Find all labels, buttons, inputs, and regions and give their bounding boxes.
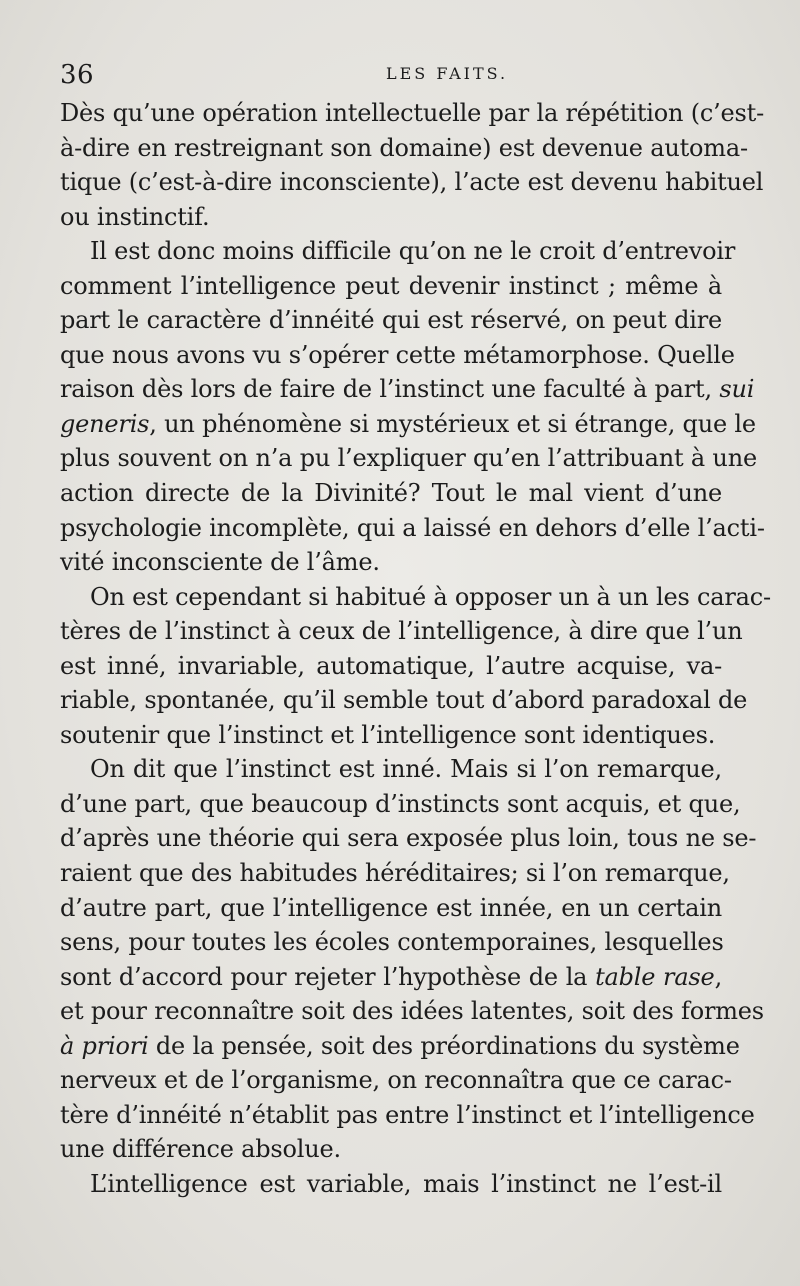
italic-term: generis (60, 409, 150, 438)
text-line: d’autre part, que l’intelligence est innée, en un certain (60, 893, 722, 922)
text-line: Dès qu’une opération intellectuelle par la répétition (c’est- (60, 99, 765, 127)
text-line: riable, spontanée, qu’il semble tout d’abord paradoxal de (60, 686, 748, 715)
running-head: LES FAITS. (386, 64, 509, 83)
text-line: Il est donc moins difficile qu’on ne le croit d’entrevoir (90, 237, 736, 266)
paragraph (60, 234, 765, 579)
text-line: sens, pour toutes les écoles contemporaines, lesquelles (60, 928, 724, 957)
paragraph (60, 96, 765, 234)
text-line: action directe de la Divinité? Tout le mal vient d’une (60, 479, 722, 508)
text-line: ou instinctif. (60, 202, 210, 231)
text-line: plus souvent on n’a pu l’expliquer qu’en l’attribuant à une (60, 444, 757, 473)
text-line: raient que des habitudes héréditaires; si l’on remarque, (60, 859, 730, 888)
body-text (60, 96, 771, 1202)
text-line: à-dire en restreignant son domaine) est devenue automa- (60, 133, 748, 162)
italic-term: table rase (595, 962, 715, 991)
text-line: On est cependant si habitué à opposer un à un les carac- (90, 582, 771, 611)
text-line: On dit que l’instinct est inné. Mais si l’on remarque, (90, 755, 722, 784)
page-header (60, 58, 720, 94)
page-number: 36 (60, 60, 95, 90)
text-line: psychologie incomplète, qui a laissé en dehors d’elle l’acti- (60, 513, 765, 542)
text-line: tères de l’instinct à ceux de l’intelligence, à dire que l’un (60, 617, 743, 646)
text-line: à priori de la pensée, soit des préordinations du système (60, 1031, 740, 1060)
paragraph (60, 580, 771, 753)
text-line: L’intelligence est variable, mais l’instinct ne l’est-il (90, 1169, 722, 1198)
text-line: et pour reconnaître soit des idées latentes, soit des formes (60, 997, 764, 1026)
text-line: part le caractère d’innéité qui est réservé, on peut dire (60, 306, 722, 335)
text-line: raison dès lors de faire de l’instinct une faculté à part, sui (60, 375, 755, 404)
text-line: une différence absolue. (60, 1135, 341, 1164)
text-line: d’après une théorie qui sera exposée plus loin, tous ne se- (60, 824, 757, 853)
text-line: generis, un phénomène si mystérieux et si étrange, que le (60, 409, 756, 438)
text-line: nerveux et de l’organisme, on reconnaîtra que ce carac- (60, 1066, 732, 1095)
paragraph (60, 1167, 722, 1202)
text-line: tique (c’est-à-dire inconsciente), l’acte est devenu habituel (60, 168, 764, 197)
paragraph (60, 752, 764, 1167)
text-line: sont d’accord pour rejeter l’hypothèse de la table rase, (60, 962, 722, 991)
italic-term: à priori (60, 1031, 149, 1060)
text-line: tère d’innéité n’établit pas entre l’instinct et l’intelligence (60, 1100, 755, 1129)
text-line: comment l’intelligence peut devenir instinct ; même à (60, 271, 722, 300)
text-line: que nous avons vu s’opérer cette métamorphose. Quelle (60, 340, 735, 369)
text-line: vité inconsciente de l’âme. (60, 548, 380, 577)
text-line: d’une part, que beaucoup d’instincts sont acquis, et que, (60, 789, 741, 818)
italic-term: sui (719, 375, 755, 404)
text-line: est inné, invariable, automatique, l’autre acquise, va- (60, 651, 722, 680)
text-line: soutenir que l’instinct et l’intelligence sont identiques. (60, 720, 716, 749)
